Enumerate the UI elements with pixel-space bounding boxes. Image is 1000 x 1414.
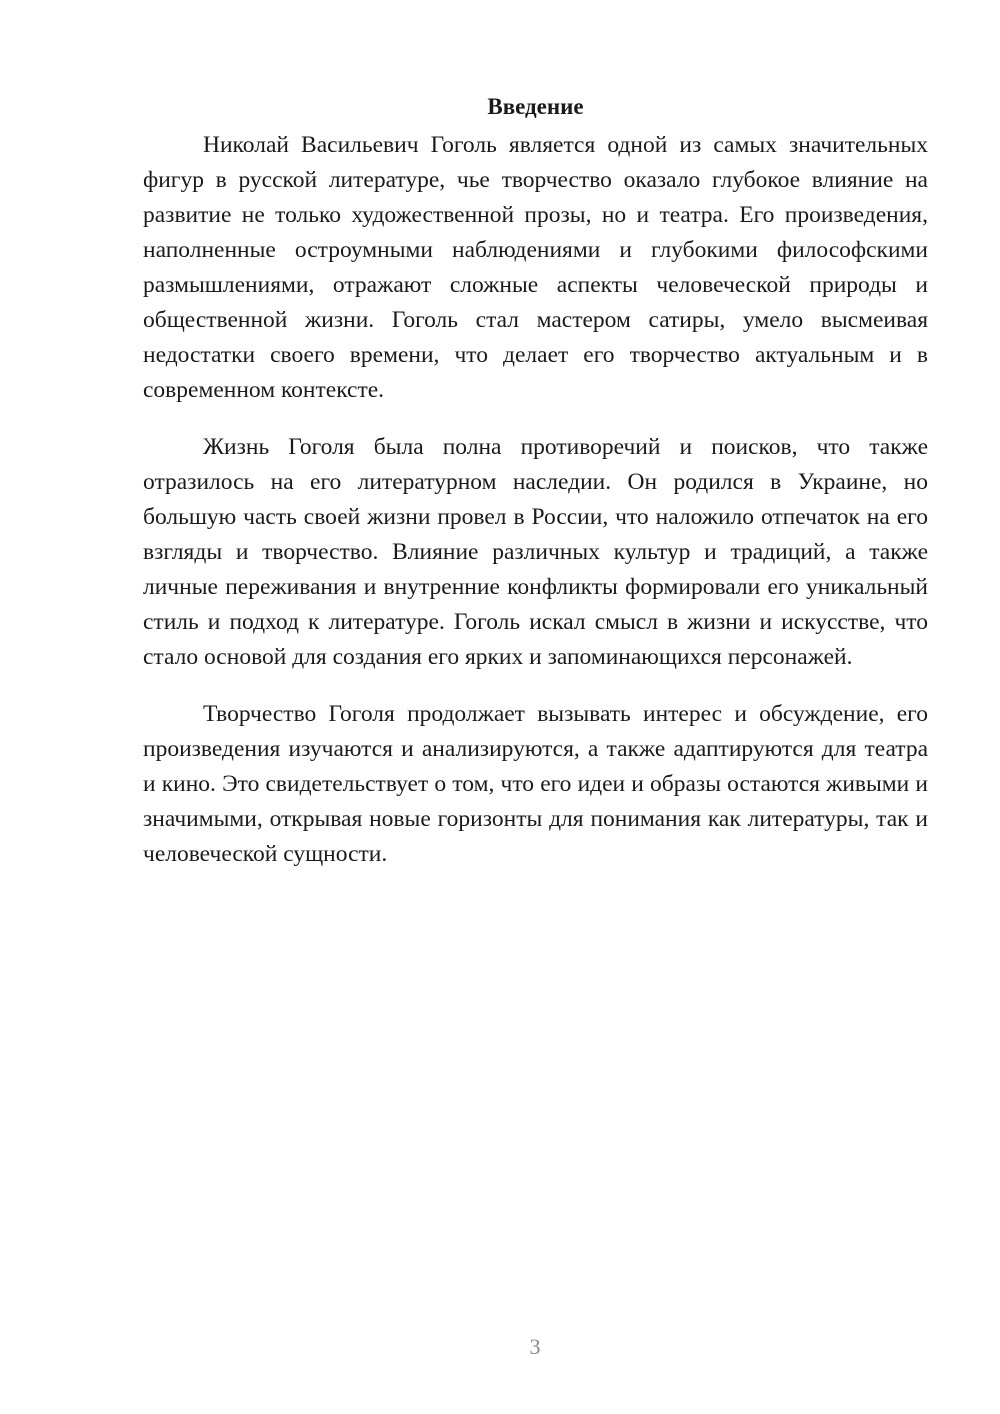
paragraph-2: Жизнь Гоголя была полна противоречий и поисков, что также отразилось на его литературном наследии. Он родился в Украине, но большую часть своей жизни провел в России, что наложило отпечаток на его взгляды и творчество. Влияние различных культур и традиций, а также личные переживания и внутренние конфликты формировали его уникальный стиль и подход к литературе. Гоголь искал смысл в жизни и искусстве, что стало основой для создания его ярких и запоминающихся персонажей. bbox=[143, 434, 928, 670]
paragraph-1: Николай Васильевич Гоголь является одной из самых значительных фигур в русской литературе, чье творчество оказало глубокое влияние на развитие не только художественной прозы, но и театра. Его произведения, наполненные остроумными наблюдениями и глубокими философскими размышлениями, отражают сложные аспекты человеческой природы и общественной жизни. Гоголь стал мастером сатиры, умело высмеивая недостатки своего времени, что делает его творчество актуальным и в современном контексте. bbox=[143, 132, 928, 403]
page-content bbox=[143, 92, 928, 894]
page-number: 3 bbox=[529, 1334, 541, 1359]
paragraph-3: Творчество Гоголя продолжает вызывать интерес и обсуждение, его произведения изучаются и анализируются, а также адаптируются для театра и кино. Это свидетельствует о том, что его идеи и образы остаются живыми и значимыми, открывая новые горизонты для понимания как литературы, так и человеческой сущности. bbox=[143, 701, 928, 867]
section-title: Введение bbox=[487, 94, 584, 119]
